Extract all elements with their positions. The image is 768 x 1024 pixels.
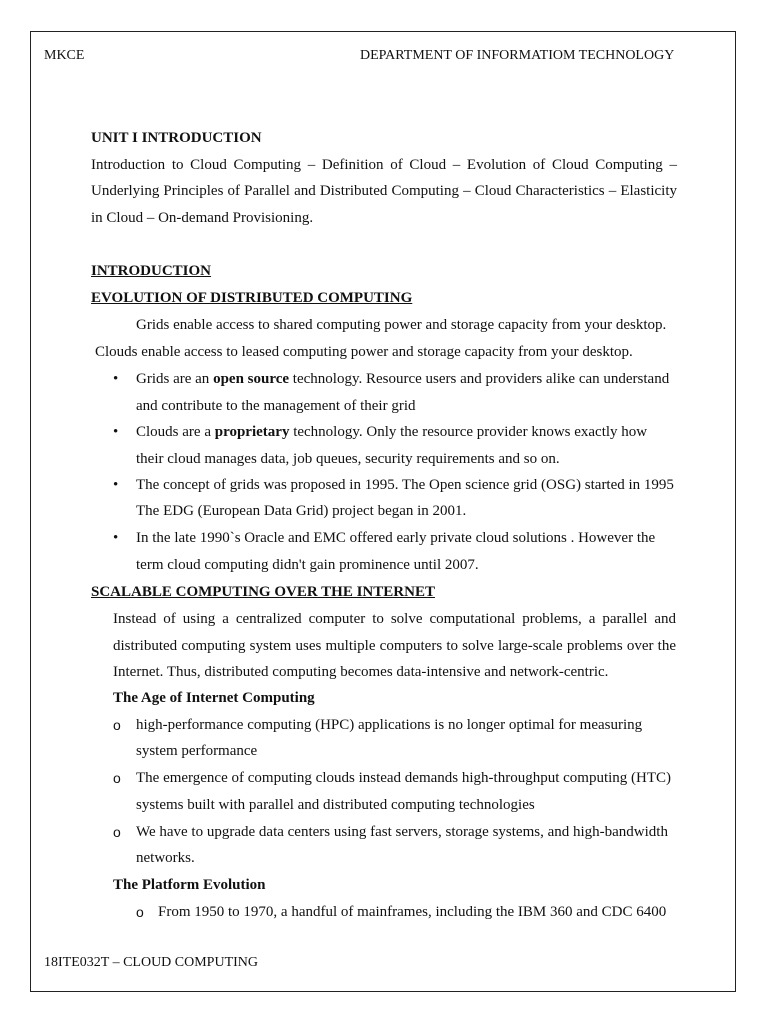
bullet-3-line-2: The EDG (European Data Grid) project began in 2001. [136,503,467,519]
platform-item-1: From 1950 to 1970, a handful of mainframes, including the IBM 360 and CDC 6400 [158,904,667,920]
intro-para-2: Clouds enable access to leased computing power and storage capacity from your desktop. [95,344,633,360]
bullet-2-line-1: Clouds are a proprietary technology. Only the resource provider knows exactly how [136,424,648,440]
footer-text: 18ITE032T – CLOUD COMPUTING [44,955,259,970]
intro-para-1: Grids enable access to shared computing power and storage capacity from your desktop. [136,317,667,333]
bullet-1-line-2: and contribute to the management of their grid [136,398,416,414]
bullet-icon: • [113,371,119,387]
age-item-1-line-1: high-performance computing (HPC) applications is no longer optimal for measuring [136,717,643,733]
intro-heading: INTRODUCTION [91,263,212,279]
age-item-3-line-1: We have to upgrade data centers using fast servers, storage systems, and high-bandwidth [136,824,668,840]
bullet-1-line-1: Grids are an open source technology. Resource users and providers alike can understand [136,371,670,387]
bullet-icon: • [113,477,119,493]
bullet-3-line-1: The concept of grids was proposed in 1995. The Open science grid (OSG) started in 1995 [136,477,674,493]
unit-desc-line-3: in Cloud – On-demand Provisioning. [91,210,314,226]
header-left: MKCE [44,48,85,63]
bullet-4-line-2: term cloud computing didn't gain prominence until 2007. [136,557,479,573]
scalable-line-3: Internet. Thus, distributed computing becomes data-intensive and network-centric. [113,664,609,680]
scalable-line-2: distributed computing system uses multiple computers to solve large-scale problems over the [113,638,676,654]
circle-bullet-icon: o [136,904,144,920]
circle-bullet-icon: o [113,770,121,786]
bullet-2-line-2: their cloud manages data, job queues, security requirements and so on. [136,451,560,467]
age-item-2-line-1: The emergence of computing clouds instead demands high-throughput computing (HTC) [136,770,672,786]
platform-heading: The Platform Evolution [113,877,266,893]
age-item-2-line-2: systems built with parallel and distributed computing technologies [136,797,535,813]
bullet-icon: • [113,530,119,546]
scalable-line-1: Instead of using a centralized computer to solve computational problems, a parallel and [113,611,676,627]
unit-title: UNIT I INTRODUCTION [91,130,262,146]
unit-desc-line-1: Introduction to Cloud Computing – Definition of Cloud – Evolution of Cloud Computing – [91,157,677,173]
header-right: DEPARTMENT OF INFORMATIOM TECHNOLOGY [360,48,675,63]
evolution-heading: EVOLUTION OF DISTRIBUTED COMPUTING [91,290,413,306]
age-item-1-line-2: system performance [136,743,258,759]
age-heading: The Age of Internet Computing [113,690,315,706]
bullet-icon: • [113,424,119,440]
circle-bullet-icon: o [113,824,121,840]
scalable-heading: SCALABLE COMPUTING OVER THE INTERNET [91,584,435,600]
bullet-4-line-1: In the late 1990`s Oracle and EMC offered early private cloud solutions . However the [136,530,656,546]
circle-bullet-icon: o [113,717,121,733]
unit-desc-line-2: Underlying Principles of Parallel and Distributed Computing – Cloud Characteristics – Elasticity [91,183,677,199]
age-item-3-line-2: networks. [136,850,195,866]
